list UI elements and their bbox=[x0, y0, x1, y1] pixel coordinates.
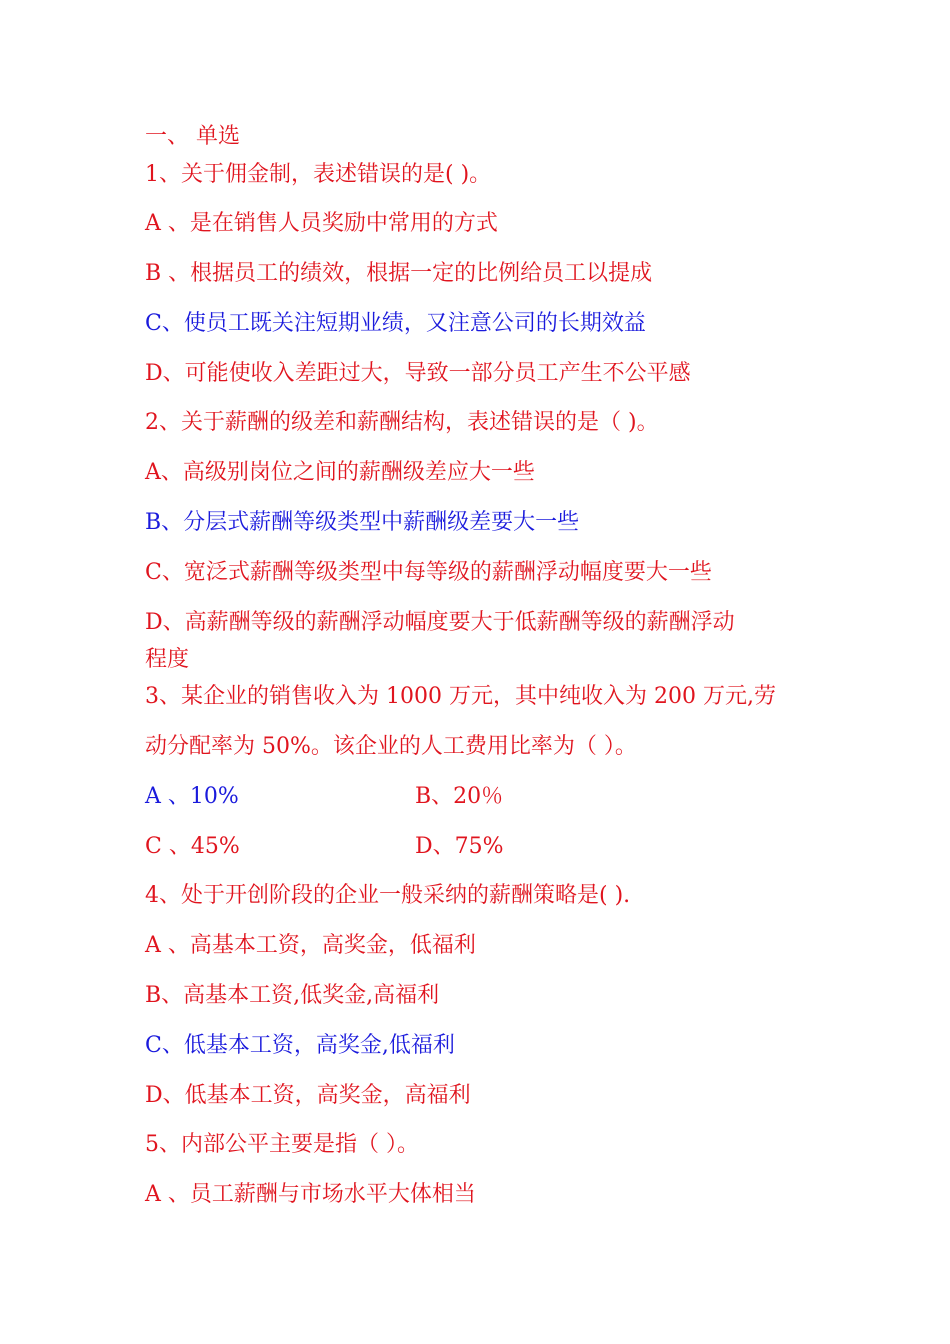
question-3-stem-line1: 3、某企业的销售收入为 1000 万元，其中纯收入为 200 万元,劳 bbox=[145, 684, 776, 709]
question-4-stem: 4、处于开创阶段的企业一般采纳的薪酬策略是( ). bbox=[145, 883, 631, 908]
question-3-stem-line2: 动分配率为 50%。该企业的人工费用比率为（ ）。 bbox=[145, 734, 637, 759]
question-4-option-b: B、高基本工资,低奖金,高福利 bbox=[145, 983, 440, 1008]
question-3-option-d: D、75% bbox=[415, 834, 504, 859]
question-1-option-b: B 、根据员工的绩效，根据一定的比例给员工以提成 bbox=[145, 261, 653, 286]
question-1-option-d: D、可能使收入差距过大，导致一部分员工产生不公平感 bbox=[145, 361, 691, 386]
question-2-option-b: B、分层式薪酬等级类型中薪酬级差要大一些 bbox=[145, 510, 580, 535]
question-2-option-d-cont: 程度 bbox=[145, 647, 190, 672]
question-2-option-a: A、高级别岗位之间的薪酬级差应大一些 bbox=[145, 460, 535, 485]
question-5-option-a: A 、员工薪酬与市场水平大体相当 bbox=[145, 1182, 476, 1207]
question-4-option-a: A 、高基本工资，高奖金，低福利 bbox=[145, 933, 476, 958]
question-2-option-c: C、宽泛式薪酬等级类型中每等级的薪酬浮动幅度要大一些 bbox=[145, 560, 712, 585]
question-2-stem: 2、关于薪酬的级差和薪酬结构，表述错误的是（ )。 bbox=[145, 410, 659, 435]
question-1-option-c: C、使员工既关注短期业绩，又注意公司的长期效益 bbox=[145, 311, 646, 336]
question-1-option-a: A 、是在销售人员奖励中常用的方式 bbox=[145, 211, 498, 236]
question-5-stem: 5、内部公平主要是指（ ）。 bbox=[145, 1132, 419, 1157]
question-4-option-d: D、低基本工资，高奖金，高福利 bbox=[145, 1083, 471, 1108]
question-2-option-d: D、高薪酬等级的薪酬浮动幅度要大于低薪酬等级的薪酬浮动 bbox=[145, 610, 735, 635]
section-title: 一、 单选 bbox=[145, 124, 240, 149]
question-4-option-c: C、低基本工资，高奖金,低福利 bbox=[145, 1033, 455, 1058]
question-3-option-a: A 、10% bbox=[145, 784, 239, 809]
question-1-stem: 1、关于佣金制，表述错误的是( )。 bbox=[145, 162, 492, 187]
question-3-option-b: B、20％ bbox=[415, 784, 504, 809]
question-3-option-c: C 、45% bbox=[145, 834, 240, 859]
